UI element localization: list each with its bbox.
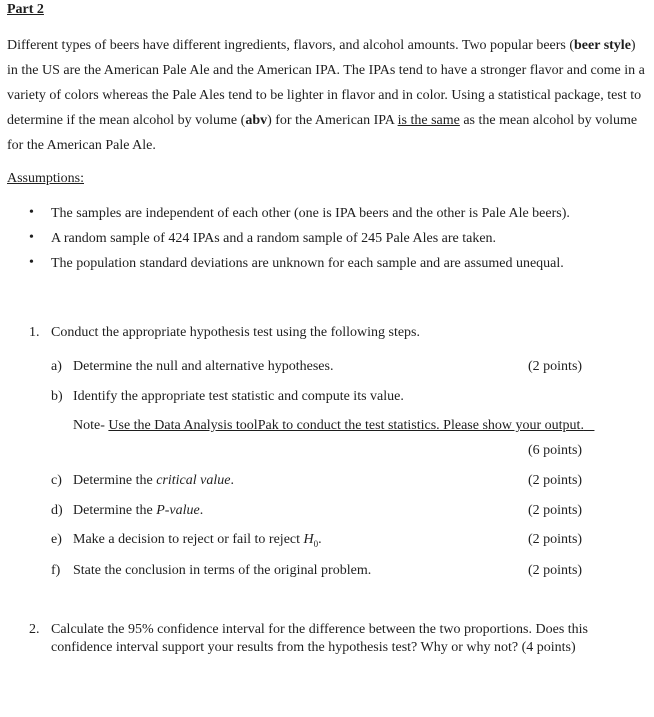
beer-style-term: beer style [574, 38, 631, 53]
null-hypothesis-subscript: 0 [313, 538, 319, 549]
toolpak-note [73, 418, 594, 434]
abv-term: abv [245, 113, 268, 128]
intro-text-1: Different types of beers have different ingredients, flavors, and alcohol amounts. Two popular beers ( [7, 38, 575, 53]
question-1-number: 1. [29, 325, 40, 340]
note-trailing-underline [584, 418, 595, 433]
null-hypothesis-symbol: H [303, 532, 314, 547]
step-a-points: (2 points) [528, 359, 583, 374]
assumption-item: The population standard deviations are unknown for each sample and are assumed unequal. [51, 256, 564, 271]
intro-text-4: as the mean alcohol by volume for the American Pale Ale. [7, 113, 638, 153]
step-b-label: b) [51, 389, 63, 404]
step-e-text-post: . [318, 532, 322, 547]
bullet-icon: • [29, 230, 34, 245]
step-f-label: f) [51, 563, 61, 578]
step-d-points: (2 points) [528, 503, 583, 518]
question-1-text: Conduct the appropriate hypothesis test using the following steps. [51, 325, 421, 340]
note-instruction: Use the Data Analysis toolPak to conduct the test statistics. Please show your output. [108, 418, 584, 433]
step-d-text [73, 503, 203, 519]
note-prefix: Note- [73, 418, 109, 433]
step-c-points: (2 points) [528, 473, 583, 488]
step-e-label: e) [51, 532, 62, 547]
step-f-text: State the conclusion in terms of the original problem. [73, 563, 372, 578]
question-2-number: 2. [29, 622, 40, 637]
step-c-text-pre: Determine the [73, 473, 157, 488]
assumptions-heading: Assumptions: [7, 171, 85, 186]
step-e-text [73, 532, 322, 549]
intro-text-2: ) in the US are the American Pale Ale and the American IPA. The IPAs tend to have a stronger flavor and come in a variety of colors whereas the Pale Ales tend to be lighter in flavor and in color. Using a statistical package, test to determine if the mean alcohol by volume ( [7, 38, 645, 128]
step-c-text [73, 473, 234, 489]
step-d-label: d) [51, 503, 63, 518]
step-b-text: Identify the appropriate test statistic and compute its value. [73, 389, 404, 404]
bullet-icon: • [29, 255, 34, 270]
step-a-text: Determine the null and alternative hypotheses. [73, 359, 334, 374]
bullet-icon: • [29, 205, 34, 220]
assumption-item: The samples are independent of each other (one is IPA beers and the other is Pale Ale beers). [51, 206, 570, 221]
intro-paragraph [7, 33, 649, 158]
step-a-label: a) [51, 359, 62, 374]
step-f-points: (2 points) [528, 563, 583, 578]
question-2-text: Calculate the 95% confidence interval for the difference between the two proportions. Does this confidence interval support your results from the hypothesis test? Why or why not? (4 points) [51, 622, 588, 655]
step-c-text-post: . [230, 473, 234, 488]
intro-text-3: ) for the American IPA [267, 113, 398, 128]
assumption-item: A random sample of 424 IPAs and a random sample of 245 Pale Ales are taken. [51, 231, 497, 246]
p-value-term: P-value [156, 503, 200, 518]
step-d-text-pre: Determine the [73, 503, 157, 518]
is-the-same-emphasis: is the same [397, 113, 460, 128]
step-e-points: (2 points) [528, 532, 583, 547]
step-c-label: c) [51, 473, 62, 488]
step-b-points: (6 points) [528, 443, 583, 458]
critical-value-term: critical value [156, 473, 231, 488]
step-d-text-post: . [199, 503, 204, 518]
step-e-text-pre: Make a decision to reject or fail to reject [73, 532, 304, 547]
part-title: Part 2 [7, 2, 44, 17]
